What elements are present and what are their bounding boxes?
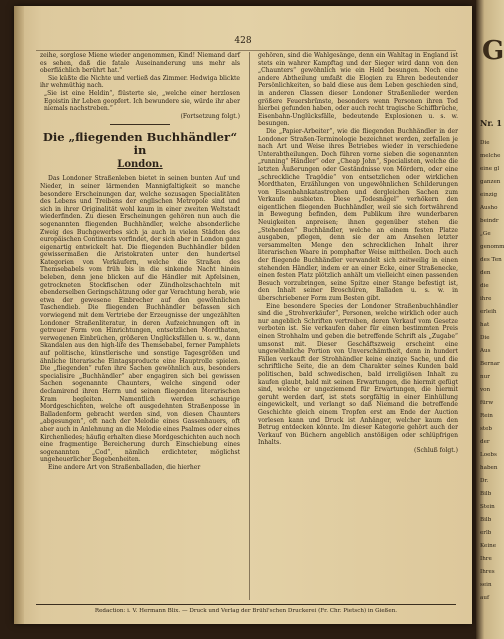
adjacent-page-strip xyxy=(476,0,504,639)
article-paragraph: gehören, sind die Wahlgesänge, denn ein Wahltag in England ist stets ein wahrer Kampftag und der Sieger wird dann von den „Chaunters“ gewöhnlich wie ein Held besungen. Noch eine andere Abtheilung umfaßt die Elogien zu Ehren bedeutender Persönlichkeiten, so bald diese aus dem Leben geschieden sind, in anderen Classen dieser Londoner Straßenlieder werden größere Feuersbrünste, besonders wenn Personen ihren Tod hierbei gefunden haben, oder auch recht tragische Schiffbrüche, Eisenbahn-Unglücksfälle, bedeutende Explosionen u. s. w. besungen. xyxy=(258,52,458,128)
adjacent-text-fragment: Loebs xyxy=(480,452,497,458)
column-divider xyxy=(249,52,250,600)
adjacent-text-fragment: Die xyxy=(480,335,490,341)
adjacent-text-fragment: ihre xyxy=(480,296,492,302)
article-subtitle: London. xyxy=(117,159,163,171)
adjacent-text-fragment: Rein xyxy=(480,413,493,419)
story-paragraph: Sie küßte die Nichte und verließ das Zimmer. Hedwiga blickte ihr wehmüthig nach. xyxy=(40,74,240,90)
adjacent-text-fragment: einzig xyxy=(480,192,498,198)
adjacent-text-fragment: von xyxy=(480,387,491,393)
adjacent-text-fragment: hat xyxy=(480,322,490,328)
adjacent-text-fragment: Bilb xyxy=(480,517,492,523)
imprint-footer: Redaction: i. V. Hermann Blix. — Druck und Verlag der Brühl'schen Druckerei (Fr. Chr. Pietsch) in Gießen. xyxy=(94,608,398,614)
adjacent-text-fragment: Ihres xyxy=(480,569,495,575)
article-paragraph: Die „Papier-Arbeiter“, wie die fliegenden Buchhändler in der Londoner Straßen-Terminologie bezeichnet werden, zerfallen je nach Art und Weise ihres Betriebes wieder in verschiedene Unterabtheilungen. Doch führen vorne sieben die sogenannten „running“ Händler“ oder „Cheap John“, Specialisten, welche die letzten Äußerungen oder Geständnisse von Mördern, oder eine „schreckliche Tragödie“ von entsetzlichen oder wirklichen Mordthaten, Erzählungen von ungewöhnlichen Schilderungen von Eisenbahnkatastrophen und dergleichen Sachen zum Verkaufe ausbieten. Diese „Todesnägel“ verhökern den eigentlichen fliegenden Buchhändler, weil sie sich fortwährend in Bewegung befinden, dem Publikum ihre wunderbaren Neuigkeiten anpreisen; ihnen gegenüber stehen die „Stehenden“ Buchhändler, welche an einem festen Platze ausgaben, pflegen, denn sie der am Ansehen letzter versammelten Menge den schrecklichen Inhalt ihrer literarischen Waare in pomphafter Weise mittheilen. Doch auch der fliegende Buchhändler verwandelt sich zeitweilig in einen stehenden Händler, indem er an einer Ecke, einer Straßenecke, einen festen Platz plötzlich anhält um vielleicht einen passenden Besuch vorzubringen, seine Spitze einer Stange befestigt ist, den Inhalt seiner Broschüren, Balladen u. s. w. in überschriebener Form zum Besten gibt. xyxy=(258,127,458,302)
adjacent-text-fragment: Aus xyxy=(480,348,491,354)
adjacent-text-fragment: eine gl xyxy=(480,166,500,172)
adjacent-text-fragment: den xyxy=(480,270,491,276)
adjacent-text-fragment: genomm xyxy=(480,244,504,250)
adjacent-text-fragment: Stein xyxy=(480,504,495,510)
adjacent-text-fragment: des Ten xyxy=(480,257,502,263)
adjacent-text-fragment: Ausho xyxy=(480,205,498,211)
adjacent-text-fragment: beindr xyxy=(480,218,499,224)
page-number: 428 xyxy=(234,36,252,46)
story-quote: „Sie ist eine Heldin“, flüsterte sie, „welche einer herzlosen Egoistin ihr Leben geopfert. Ich bewundere sie, würde ihr aber niemals nachstreben.“ xyxy=(44,89,240,113)
newspaper-page xyxy=(14,6,472,624)
article-body: Das Londoner Straßenleben bietet in seinen bunten Auf und Nieder, in seiner lärmenden Mannigfaltigkeit so manche besondere Erscheinungen dar, welche sozusagen Specialitäten des Lebens und Treibens der englischen Metropole sind und sich in ihrer Originalität wohl kaum in einer zweiten Weltstadt wiederfinden. Zu diesen Erscheinungen gehören nun auch die sogenannten fliegenden Buchhändler, welche absonderliche Zweig des Buchgewerbes sich ja auch in vielen Städten des europäischen Continents vorfindet, der sich aber in London ganz eigenartig entwickelt hat. Die fliegenden Buchhändler bilden gewissermaßen die Aristokraten unter den hundertsel Kategorien von Verkäufern, welche die Straßen des Themsebabels vom früh bis in die sinkende Nacht hinein beleben, denn jene blicken auf die Händler mit Apfelsinen, getrockneten Stockfischen oder Zündholzschachteln mit ebenderselben Geringschätzung oder gar Verachtung herab, wie etwa der gewesene Einbrecher auf den gewöhnlichen Taschendieb. Die fliegenden Buchhändler befassen sich vorwiegend mit dem Vertriebe der Erzeugnisse der ungezählten Londoner Straßenliteratur, in deren Aufzeichnungen oft in getreuer Form von Hinrichtungen, entsetzlichen Mordthaten, verwegenen Einbrüchen, größeren Unglücksfällen u. s. w., dann Skandalen aus den high-life des Themsebabel, ferner Pamphlets auf politische, künstlerische und sonstige Tagesgrößen und ähnliche literarische Eintagsproducte eine Hauptrolle spielen. Die „fliegenden“ rufen ihre Sachen gewöhnlich aus, besonders specialisire „Buchhändler“ aber engagiren sich bei gewissen Sachen sogenannte Chaunters, welche singend oder declamirend ihren Herrn und seinen fliegenden literarischen Kram begleiten. Namentlich werden schaurige Mordgeschichten, welche oft ausgedehnten Straßenposse in Balladenform gebracht werden sind, von diesen Chaunters „abgesungen“, oft nach der Melodie eines Gassenhauers, oft aber auch in Anlehnung an die Melodie eines Psalmes oder eines Kirchenliedes; häufig erhalten diese Mordgeschichten auch noch eine fragmentige Bereicherung durch Einschiebung eines sogenannten „Cod“, nämlich erdichteter, möglichst ungeheuerlicher Begebenheiten. xyxy=(40,175,240,464)
adjacent-text-fragment: sein xyxy=(480,582,492,588)
page-binding-edge xyxy=(14,6,24,624)
footer-rule xyxy=(36,604,456,605)
adjacent-text-fragment: nur xyxy=(480,374,490,380)
adjacent-text-fragment: auf xyxy=(480,595,490,601)
adjacent-text-fragment: Keine xyxy=(480,543,497,549)
adjacent-text-fragment: Ihre xyxy=(480,556,492,562)
masthead-letter: G xyxy=(482,36,504,66)
adjacent-text-fragment: fürw xyxy=(480,400,494,406)
adjacent-text-fragment: der xyxy=(480,439,490,445)
adjacent-text-fragment: die xyxy=(480,283,489,289)
conclusion-note: (Schluß folgt.) xyxy=(414,446,458,454)
adjacent-text-fragment: haben xyxy=(480,465,498,471)
adjacent-text-fragment: melche xyxy=(480,153,501,159)
adjacent-text-fragment: Dr. xyxy=(480,478,489,484)
adjacent-text-fragment: erleih xyxy=(480,309,497,315)
adjacent-text-fragment: Bilb xyxy=(480,491,492,497)
left-column xyxy=(40,52,240,472)
story-ending-text: zeihe, sorglose Miene wieder angenommen, Kind! Niemand darf es sehen, daß die fatale Auseinanderung uns mehr als oberflächlich berührt hat." xyxy=(40,52,240,75)
header-rule xyxy=(36,50,456,51)
adjacent-text-fragment: erlb xyxy=(480,530,492,536)
article-title: Die „fliegenden Buchhändler“ in xyxy=(42,130,238,158)
adjacent-text-fragment: Die xyxy=(480,140,490,146)
section-divider xyxy=(110,124,170,125)
adjacent-text-fragment: steb xyxy=(480,426,493,432)
adjacent-text-fragment: Bernar xyxy=(480,361,500,367)
adjacent-text-fragment: ganzen xyxy=(480,179,501,185)
continuation-note: (Fortsetzung folgt.) xyxy=(180,112,240,120)
article-paragraph: Eine besondere Species der Londoner Straßenbuchhändler sind die „Strohverkäufer“, Personen, welche wirklich oder auch nur angeblich Schriften vertreiben, deren Verkauf vom Gesetze verboten ist. Sie verkaufen daher für einen bestimmten Preis einen Strohhalm und geben die betreffende Schrift als „Zugabe“ umsonst mit. Dieser Geschäftszweig erscheint eine ungewöhnliche Portion von Unverschämtheit, denn in hundert Fällen verkauft der Strohhändler keine einzige Sache, und die schriftliche Seite, die an dem Charakter seines Kunden bald politischen, bald schwedischen, bald irreligiösen Inhalt zu kaufen glaubt, bald mit seinen Erwartungen, die hiermit gefügt sind, welche er ungeziemend für Erwartungen, die hiermit geruht werden darf, ist stets sorgfältig in einer Einhüllung eingewickelt, und verlangt so daß Niemand die betreffende Geschichte gleich einem Tropfen erst am Ende der Auction vorlesen kann und Druck ist Anhänger, welcher kaum den Betrug entdecken könnte. Im dieser Kategorie gehört auch der Verkauf von Büchern angeblich anstößigen oder schlüpfrigen Inhalts. xyxy=(258,302,458,447)
right-column xyxy=(258,52,458,454)
article-body-continued: Eine andere Art von Straßenballaden, die hierher xyxy=(48,463,201,471)
adjacent-text-fragment: „Ge xyxy=(480,231,491,237)
issue-number-fragment: Nr. 1 xyxy=(480,118,502,128)
